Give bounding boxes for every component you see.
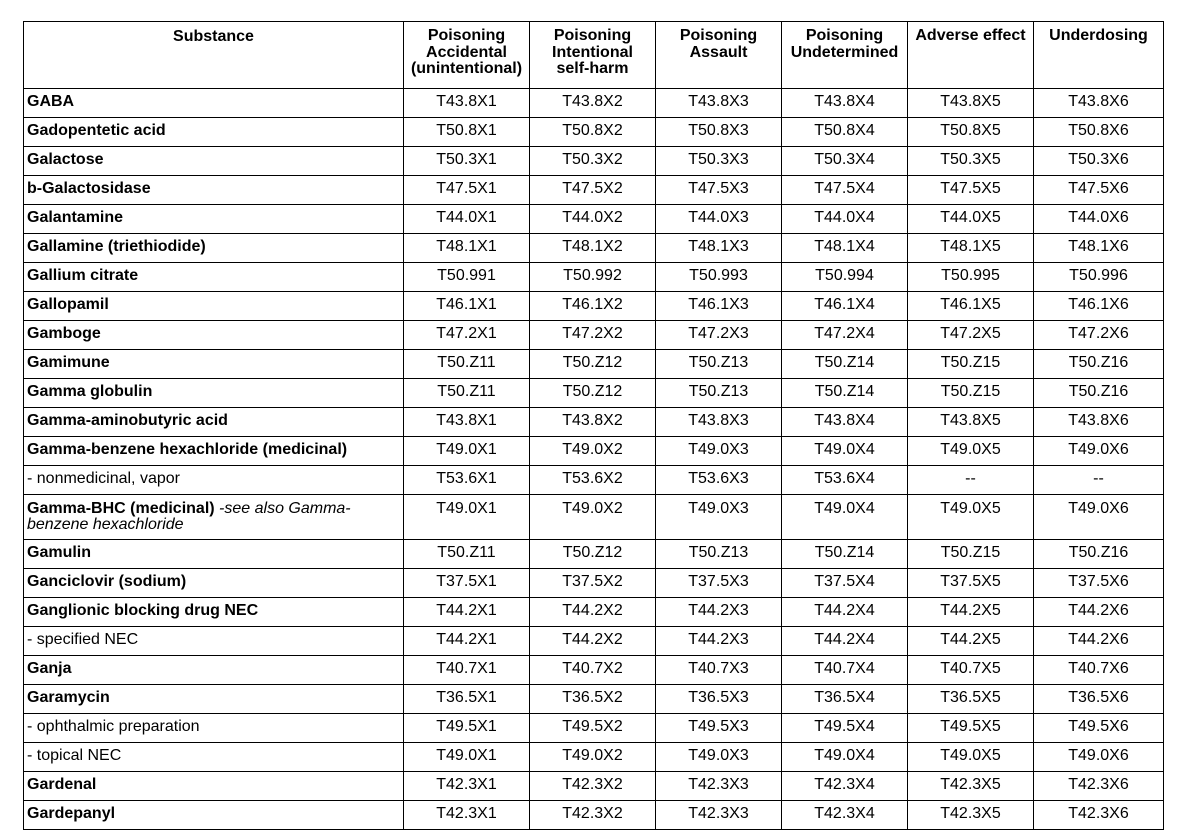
code-cell-underdosing: T37.5X6 <box>1034 569 1164 598</box>
substance-cell <box>24 772 404 801</box>
code-cell-accidental: T48.1X1 <box>404 234 530 263</box>
substance-name: Gamma globulin <box>27 383 153 400</box>
code-cell-undetermined: T50.994 <box>782 263 908 292</box>
code-cell-accidental: T42.3X1 <box>404 772 530 801</box>
header-poisoning-intentional <box>530 22 656 89</box>
substance-name: Galantamine <box>27 209 124 226</box>
header-line: Intentional <box>552 43 633 61</box>
code-cell-underdosing: T42.3X6 <box>1034 801 1164 830</box>
code-cell-underdosing: T49.0X6 <box>1034 743 1164 772</box>
substance-name: Garamycin <box>27 689 110 706</box>
code-cell-accidental: T47.2X1 <box>404 321 530 350</box>
table-row <box>24 234 1164 263</box>
table-row <box>24 466 1164 495</box>
code-cell-intentional: T50.Z12 <box>530 379 656 408</box>
table-row <box>24 176 1164 205</box>
code-cell-undetermined: T43.8X4 <box>782 89 908 118</box>
code-cell-assault: T44.0X3 <box>656 205 782 234</box>
code-cell-undetermined: T44.0X4 <box>782 205 908 234</box>
table-row <box>24 379 1164 408</box>
code-cell-adverse-effect: T43.8X5 <box>908 408 1034 437</box>
code-cell-intentional: T46.1X2 <box>530 292 656 321</box>
code-cell-assault: T40.7X3 <box>656 656 782 685</box>
code-cell-accidental: T49.0X1 <box>404 437 530 466</box>
substance-name: Gallamine (triethiodide) <box>27 238 206 255</box>
code-cell-intentional: T50.Z12 <box>530 350 656 379</box>
code-cell-underdosing: T43.8X6 <box>1034 89 1164 118</box>
code-cell-intentional: T43.8X2 <box>530 408 656 437</box>
code-cell-accidental: T44.0X1 <box>404 205 530 234</box>
code-cell-underdosing: T36.5X6 <box>1034 685 1164 714</box>
substance-name: Gallopamil <box>27 296 109 313</box>
substance-cell <box>24 656 404 685</box>
substance-name: Gamulin <box>27 544 92 561</box>
code-cell-adverse-effect: T49.5X5 <box>908 714 1034 743</box>
table-row <box>24 292 1164 321</box>
code-cell-undetermined: T50.8X4 <box>782 118 908 147</box>
code-cell-accidental: T47.5X1 <box>404 176 530 205</box>
code-cell-intentional: T47.2X2 <box>530 321 656 350</box>
code-cell-accidental: T42.3X1 <box>404 801 530 830</box>
code-cell-adverse-effect: T44.2X5 <box>908 598 1034 627</box>
header-line: Underdosing <box>1049 27 1148 44</box>
document-page <box>23 21 1164 830</box>
substance-cell <box>24 379 404 408</box>
code-cell-assault: T50.Z13 <box>656 379 782 408</box>
code-cell-intentional: T43.8X2 <box>530 89 656 118</box>
code-cell-adverse-effect: T50.8X5 <box>908 118 1034 147</box>
code-cell-undetermined: T49.0X4 <box>782 743 908 772</box>
code-cell-adverse-effect: T44.2X5 <box>908 627 1034 656</box>
code-cell-assault: T50.993 <box>656 263 782 292</box>
table-row <box>24 772 1164 801</box>
code-cell-accidental: T37.5X1 <box>404 569 530 598</box>
code-cell-assault: T49.0X3 <box>656 437 782 466</box>
code-cell-accidental: T36.5X1 <box>404 685 530 714</box>
code-cell-underdosing: T43.8X6 <box>1034 408 1164 437</box>
table-body <box>24 89 1164 830</box>
substance-cell <box>24 437 404 466</box>
substance-name: Gamma-aminobutyric acid <box>27 412 228 429</box>
table-row <box>24 321 1164 350</box>
code-cell-underdosing: T50.Z16 <box>1034 350 1164 379</box>
table-row <box>24 685 1164 714</box>
code-cell-undetermined: T50.3X4 <box>782 147 908 176</box>
substance-cell <box>24 408 404 437</box>
code-cell-undetermined: T44.2X4 <box>782 598 908 627</box>
code-cell-undetermined: T40.7X4 <box>782 656 908 685</box>
code-cell-undetermined: T48.1X4 <box>782 234 908 263</box>
header-line: self-harm <box>556 60 629 77</box>
table-row <box>24 714 1164 743</box>
code-cell-adverse-effect: T50.Z15 <box>908 379 1034 408</box>
code-cell-accidental: T50.991 <box>404 263 530 292</box>
code-cell-assault: T50.Z13 <box>656 350 782 379</box>
header-poisoning-undetermined <box>782 22 908 89</box>
code-cell-intentional: T36.5X2 <box>530 685 656 714</box>
header-line: (unintentional) <box>410 60 523 77</box>
substance-name: Ganciclovir (sodium) <box>27 573 187 590</box>
table-row <box>24 118 1164 147</box>
substance-name: Gamma-BHC (medicinal) <box>27 500 215 517</box>
substance-cell <box>24 147 404 176</box>
code-cell-intentional: T50.992 <box>530 263 656 292</box>
code-cell-assault: T50.Z13 <box>656 540 782 569</box>
code-cell-adverse-effect: T49.0X5 <box>908 495 1034 540</box>
code-cell-intentional: T49.5X2 <box>530 714 656 743</box>
code-cell-assault: T44.2X3 <box>656 627 782 656</box>
header-line: Poisoning <box>553 27 632 44</box>
see-also-note: -see also Gamma-benzene hexachloride <box>27 500 351 533</box>
substance-name: - ophthalmic preparation <box>27 718 200 735</box>
code-cell-undetermined: T49.0X4 <box>782 495 908 540</box>
code-cell-assault: T37.5X3 <box>656 569 782 598</box>
substance-name: b-Galactosidase <box>27 180 151 197</box>
substance-name: Gallium citrate <box>27 267 139 284</box>
table-row <box>24 598 1164 627</box>
substance-cell <box>24 89 404 118</box>
substance-name: Gardepanyl <box>27 805 116 822</box>
substance-name: Gamma-benzene hexachloride (medicinal) <box>27 441 348 458</box>
substance-cell <box>24 743 404 772</box>
code-cell-undetermined: T42.3X4 <box>782 801 908 830</box>
code-cell-undetermined: T47.5X4 <box>782 176 908 205</box>
code-cell-assault: T43.8X3 <box>656 89 782 118</box>
code-cell-undetermined: T37.5X4 <box>782 569 908 598</box>
substance-cell <box>24 495 404 540</box>
substance-cell <box>24 598 404 627</box>
code-cell-adverse-effect: T40.7X5 <box>908 656 1034 685</box>
code-cell-intentional: T44.0X2 <box>530 205 656 234</box>
code-cell-accidental: T49.0X1 <box>404 495 530 540</box>
table-row <box>24 656 1164 685</box>
code-cell-undetermined: T43.8X4 <box>782 408 908 437</box>
substance-name: Ganja <box>27 660 72 677</box>
code-cell-accidental: T40.7X1 <box>404 656 530 685</box>
code-cell-underdosing: T50.Z16 <box>1034 379 1164 408</box>
substance-cell <box>24 569 404 598</box>
code-cell-accidental: T44.2X1 <box>404 598 530 627</box>
substance-cell <box>24 714 404 743</box>
code-cell-adverse-effect: T42.3X5 <box>908 772 1034 801</box>
code-cell-assault: T49.0X3 <box>656 743 782 772</box>
header-underdosing <box>1034 22 1164 89</box>
substance-cell <box>24 234 404 263</box>
code-cell-accidental: T43.8X1 <box>404 89 530 118</box>
substance-name: Gardenal <box>27 776 97 793</box>
header-poisoning-accidental <box>404 22 530 89</box>
substance-cell <box>24 321 404 350</box>
code-cell-undetermined: T50.Z14 <box>782 350 908 379</box>
code-cell-accidental: T49.0X1 <box>404 743 530 772</box>
table-row <box>24 495 1164 540</box>
code-cell-intentional: T40.7X2 <box>530 656 656 685</box>
code-cell-assault: T50.3X3 <box>656 147 782 176</box>
substance-name: - specified NEC <box>27 631 139 648</box>
code-cell-undetermined: T50.Z14 <box>782 379 908 408</box>
code-cell-assault: T53.6X3 <box>656 466 782 495</box>
substance-name: GABA <box>27 93 75 110</box>
header-poisoning-assault <box>656 22 782 89</box>
code-cell-undetermined: T42.3X4 <box>782 772 908 801</box>
code-cell-assault: T49.0X3 <box>656 495 782 540</box>
substance-cell <box>24 292 404 321</box>
table-row <box>24 801 1164 830</box>
substance-cell <box>24 627 404 656</box>
code-cell-assault: T50.8X3 <box>656 118 782 147</box>
code-cell-accidental: T46.1X1 <box>404 292 530 321</box>
code-cell-assault: T48.1X3 <box>656 234 782 263</box>
code-cell-underdosing: T48.1X6 <box>1034 234 1164 263</box>
code-cell-intentional: T37.5X2 <box>530 569 656 598</box>
substance-cell <box>24 685 404 714</box>
code-cell-undetermined: T53.6X4 <box>782 466 908 495</box>
table-row <box>24 743 1164 772</box>
code-cell-intentional: T50.Z12 <box>530 540 656 569</box>
code-cell-accidental: T50.8X1 <box>404 118 530 147</box>
code-cell-assault: T36.5X3 <box>656 685 782 714</box>
code-cell-accidental: T49.5X1 <box>404 714 530 743</box>
table-row <box>24 408 1164 437</box>
code-cell-intentional: T44.2X2 <box>530 627 656 656</box>
code-cell-adverse-effect: T42.3X5 <box>908 801 1034 830</box>
code-cell-underdosing: T49.0X6 <box>1034 495 1164 540</box>
code-cell-accidental: T50.3X1 <box>404 147 530 176</box>
table-row <box>24 263 1164 292</box>
code-cell-assault: T44.2X3 <box>656 598 782 627</box>
substance-cell <box>24 263 404 292</box>
code-cell-accidental: T44.2X1 <box>404 627 530 656</box>
code-cell-intentional: T48.1X2 <box>530 234 656 263</box>
code-cell-intentional: T49.0X2 <box>530 437 656 466</box>
table-row <box>24 569 1164 598</box>
code-cell-assault: T42.3X3 <box>656 772 782 801</box>
code-cell-adverse-effect: T50.3X5 <box>908 147 1034 176</box>
code-cell-assault: T42.3X3 <box>656 801 782 830</box>
code-cell-underdosing: T47.2X6 <box>1034 321 1164 350</box>
code-cell-assault: T49.5X3 <box>656 714 782 743</box>
table-row <box>24 437 1164 466</box>
substance-cell <box>24 176 404 205</box>
code-cell-undetermined: T50.Z14 <box>782 540 908 569</box>
code-cell-underdosing: T50.8X6 <box>1034 118 1164 147</box>
header-adverse-effect <box>908 22 1034 89</box>
code-cell-undetermined: T47.2X4 <box>782 321 908 350</box>
substance-name: Galactose <box>27 151 104 168</box>
code-cell-intentional: T53.6X2 <box>530 466 656 495</box>
code-cell-accidental: T53.6X1 <box>404 466 530 495</box>
substance-name: - topical NEC <box>27 747 122 764</box>
substance-cell <box>24 801 404 830</box>
table-row <box>24 350 1164 379</box>
table-header-row <box>24 22 1164 89</box>
code-cell-adverse-effect: T44.0X5 <box>908 205 1034 234</box>
code-cell-adverse-effect: T50.995 <box>908 263 1034 292</box>
substance-name: Gamboge <box>27 325 101 342</box>
code-cell-intentional: T42.3X2 <box>530 772 656 801</box>
header-line: Undetermined <box>790 43 899 61</box>
code-cell-adverse-effect: T50.Z15 <box>908 350 1034 379</box>
substance-cell <box>24 205 404 234</box>
code-cell-underdosing: T47.5X6 <box>1034 176 1164 205</box>
code-cell-assault: T43.8X3 <box>656 408 782 437</box>
substance-name: - nonmedicinal, vapor <box>27 470 180 487</box>
code-cell-assault: T46.1X3 <box>656 292 782 321</box>
code-cell-intentional: T47.5X2 <box>530 176 656 205</box>
header-line: Poisoning <box>805 27 884 44</box>
code-cell-adverse-effect: T43.8X5 <box>908 89 1034 118</box>
code-cell-underdosing: T40.7X6 <box>1034 656 1164 685</box>
code-cell-underdosing: T44.2X6 <box>1034 598 1164 627</box>
code-cell-assault: T47.2X3 <box>656 321 782 350</box>
code-cell-underdosing: T50.Z16 <box>1034 540 1164 569</box>
header-line: Adverse effect <box>915 27 1026 44</box>
table-row <box>24 205 1164 234</box>
code-cell-adverse-effect: T37.5X5 <box>908 569 1034 598</box>
code-cell-intentional: T42.3X2 <box>530 801 656 830</box>
code-cell-underdosing: T50.996 <box>1034 263 1164 292</box>
code-cell-adverse-effect: -- <box>908 466 1034 495</box>
header-line: Accidental <box>426 43 507 61</box>
code-cell-adverse-effect: T47.5X5 <box>908 176 1034 205</box>
substance-name: Gamimune <box>27 354 110 371</box>
code-cell-adverse-effect: T47.2X5 <box>908 321 1034 350</box>
code-cell-adverse-effect: T50.Z15 <box>908 540 1034 569</box>
code-cell-underdosing: T42.3X6 <box>1034 772 1164 801</box>
code-cell-underdosing: T46.1X6 <box>1034 292 1164 321</box>
header-line: Poisoning <box>679 27 758 44</box>
substance-cell <box>24 540 404 569</box>
substance-cell <box>24 118 404 147</box>
code-cell-assault: T47.5X3 <box>656 176 782 205</box>
substance-name: Gadopentetic acid <box>27 122 166 139</box>
code-cell-adverse-effect: T36.5X5 <box>908 685 1034 714</box>
header-line: Assault <box>689 43 748 61</box>
code-cell-underdosing: T50.3X6 <box>1034 147 1164 176</box>
code-cell-underdosing: T44.0X6 <box>1034 205 1164 234</box>
code-cell-underdosing: T49.0X6 <box>1034 437 1164 466</box>
code-cell-undetermined: T36.5X4 <box>782 685 908 714</box>
table-row <box>24 89 1164 118</box>
code-cell-undetermined: T49.0X4 <box>782 437 908 466</box>
code-cell-intentional: T49.0X2 <box>530 743 656 772</box>
header-line: Poisoning <box>427 27 506 44</box>
code-cell-intentional: T44.2X2 <box>530 598 656 627</box>
header-line: Substance <box>173 28 254 45</box>
code-cell-accidental: T50.Z11 <box>404 540 530 569</box>
code-cell-adverse-effect: T49.0X5 <box>908 743 1034 772</box>
code-cell-accidental: T50.Z11 <box>404 350 530 379</box>
code-cell-intentional: T49.0X2 <box>530 495 656 540</box>
code-cell-adverse-effect: T48.1X5 <box>908 234 1034 263</box>
code-cell-underdosing: T49.5X6 <box>1034 714 1164 743</box>
substance-cell <box>24 350 404 379</box>
code-cell-accidental: T50.Z11 <box>404 379 530 408</box>
code-cell-underdosing: T44.2X6 <box>1034 627 1164 656</box>
code-cell-intentional: T50.8X2 <box>530 118 656 147</box>
code-cell-undetermined: T44.2X4 <box>782 627 908 656</box>
code-cell-underdosing: -- <box>1034 466 1164 495</box>
table-row <box>24 627 1164 656</box>
code-cell-intentional: T50.3X2 <box>530 147 656 176</box>
poisoning-codes-table <box>23 21 1164 830</box>
code-cell-adverse-effect: T49.0X5 <box>908 437 1034 466</box>
table-row <box>24 147 1164 176</box>
code-cell-undetermined: T46.1X4 <box>782 292 908 321</box>
substance-name: Ganglionic blocking drug NEC <box>27 602 259 619</box>
code-cell-undetermined: T49.5X4 <box>782 714 908 743</box>
substance-cell <box>24 466 404 495</box>
code-cell-accidental: T43.8X1 <box>404 408 530 437</box>
table-row <box>24 540 1164 569</box>
code-cell-adverse-effect: T46.1X5 <box>908 292 1034 321</box>
header-substance <box>24 22 404 89</box>
